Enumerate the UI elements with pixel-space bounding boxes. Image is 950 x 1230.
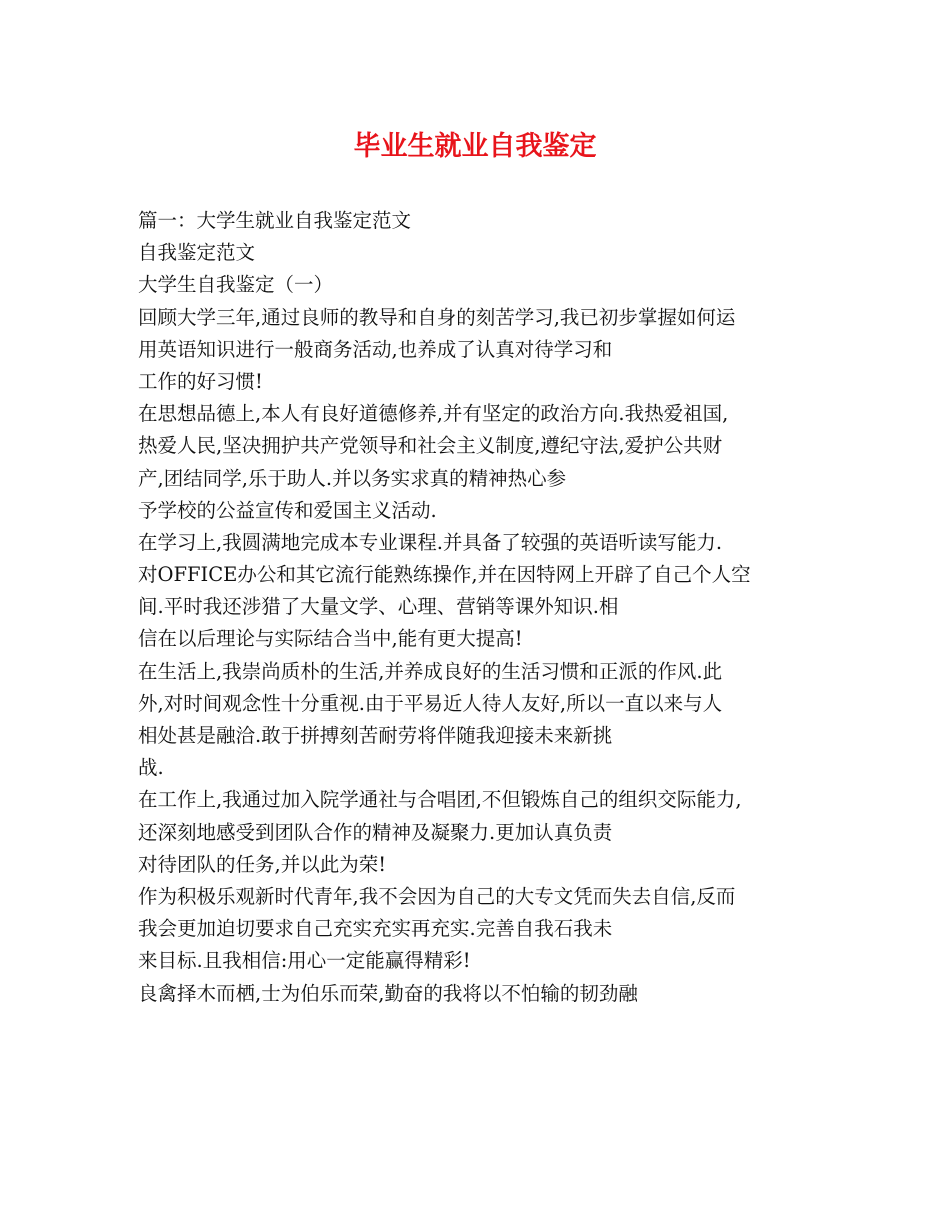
text-line: 对OFFICE办公和其它流行能熟练操作,并在因特网上开辟了自己个人空 — [138, 563, 751, 587]
text-line: 战. — [138, 756, 164, 780]
text-line: 相处甚是融洽.敢于拼搏刻苦耐劳将伴随我迎接未来新挑 — [138, 724, 613, 747]
text-line: 来目标.且我相信:用心一定能赢得精彩! — [138, 949, 471, 973]
text-line: 在生活上,我崇尚质朴的生活,并养成良好的生活习惯和正派的作风.此 — [138, 659, 723, 683]
text-line: 予学校的公益宣传和爱国主义活动. — [138, 498, 437, 522]
text-line: 回顾大学三年,通过良师的教导和自身的刻苦学习,我已初步掌握如何运 — [138, 305, 736, 329]
text-line: 在思想品德上,本人有良好道德修养,并有坚定的政治方向.我热爱祖国, — [138, 402, 729, 426]
text-line: 我会更加迫切要求自己充实充实再充实.完善自我石我未 — [138, 917, 613, 941]
text-line: 热爱人民,坚决拥护共产党领导和社会主义制度,遵纪守法,爱护公共财 — [138, 434, 723, 458]
text-line: 还深刻地感受到团队合作的精神及凝聚力.更加认真负责 — [138, 820, 613, 844]
text-line: 产,团结同学,乐于助人.并以务实求真的精神热心参 — [138, 466, 567, 490]
text-line: 外,对时间观念性十分重视.由于平易近人待人友好,所以一直以来与人 — [138, 691, 723, 715]
text-line: 作为积极乐观新时代青年,我不会因为自己的大专文凭而失去自信,反而 — [138, 884, 736, 908]
text-line: 工作的好习惯! — [138, 369, 263, 393]
document-body — [138, 205, 828, 1010]
text-line: 用英语知识进行一般商务活动,也养成了认真对待学习和 — [138, 337, 613, 361]
text-line: 信在以后理论与实际结合当中,能有更大提高! — [138, 627, 523, 651]
text-line: 在工作上,我通过加入院学通社与合唱团,不但锻炼自己的组织交际能力, — [138, 788, 742, 812]
text-line: 在学习上,我圆满地完成本专业课程.并具备了较强的英语听读写能力. — [138, 530, 723, 554]
text-line: 良禽择木而栖,士为伯乐而荣,勤奋的我将以不怕输的韧劲融 — [138, 981, 638, 1005]
text-line: 间.平时我还涉猎了大量文学、心理、营销等课外知识.相 — [138, 595, 619, 619]
text-line: 篇一：大学生就业自我鉴定范文 — [138, 209, 412, 232]
text-line: 对待团队的任务,并以此为荣! — [138, 852, 387, 876]
text-line: 大学生自我鉴定（一） — [138, 273, 334, 297]
document-title: 毕业生就业自我鉴定 — [353, 131, 597, 162]
text-line: 自我鉴定范文 — [138, 241, 256, 265]
